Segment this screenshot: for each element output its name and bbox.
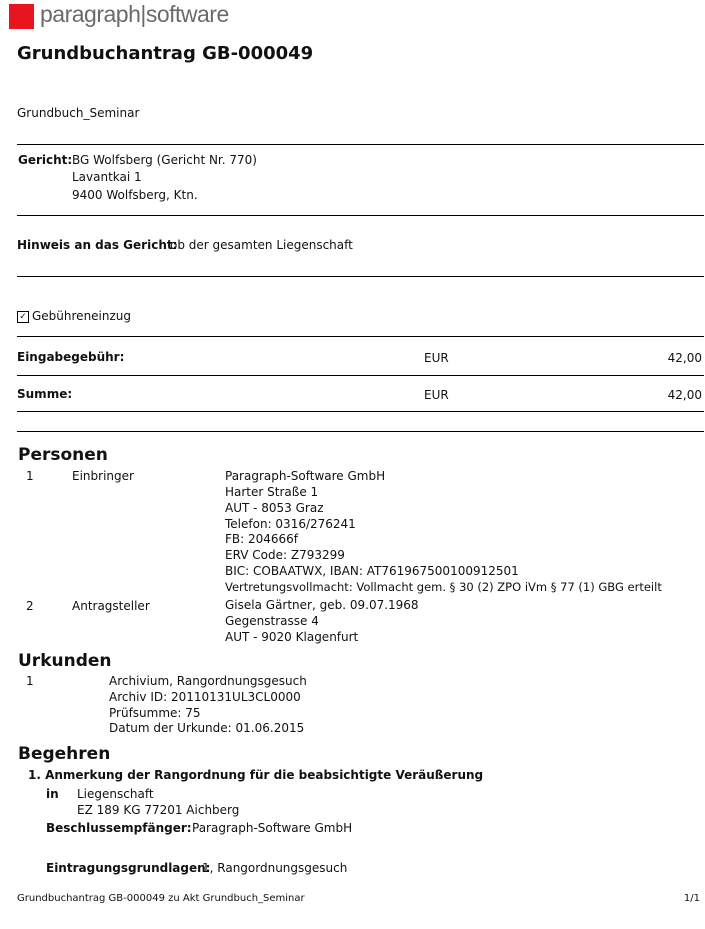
gebuehreneinzug-label: Gebühreneinzug <box>32 309 132 323</box>
gericht-label: Gericht: <box>18 153 73 167</box>
summe-currency: EUR <box>424 388 449 402</box>
urkunde-nr: 1 <box>26 674 34 688</box>
person-nr: 2 <box>26 599 34 613</box>
gericht-line: Lavantkai 1 <box>72 170 142 184</box>
person-line: FB: 204666f <box>225 532 299 546</box>
summe-label: Summe: <box>17 387 73 401</box>
person-line: AUT - 9020 Klagenfurt <box>225 630 359 644</box>
begehren-heading: Begehren <box>18 744 111 764</box>
divider <box>17 336 704 337</box>
eingabegebuehr-amount: 42,00 <box>667 351 702 365</box>
hinweis-value: ob der gesamten Liegenschaft <box>170 238 353 252</box>
person-line: Gisela Gärtner, geb. 09.07.1968 <box>225 598 419 612</box>
begehren-in-line: EZ 189 KG 77201 Aichberg <box>77 803 240 817</box>
summe-amount: 42,00 <box>667 388 702 402</box>
beschluss-value: Paragraph-Software GmbH <box>192 821 353 835</box>
person-line: Telefon: 0316/276241 <box>225 517 356 531</box>
person-line: Vertretungsvollmacht: Vollmacht gem. § 30 (2) ZPO iVm § 77 (1) GBG erteilt <box>225 580 662 594</box>
begehren-item-title: 1. Anmerkung der Rangordnung für die beabsichtigte Veräußerung <box>28 768 484 782</box>
urkunde-line: Datum der Urkunde: 01.06.2015 <box>109 721 305 735</box>
divider <box>17 431 704 432</box>
divider <box>17 276 704 277</box>
gericht-line: BG Wolfsberg (Gericht Nr. 770) <box>72 153 257 167</box>
person-line: ERV Code: Z793299 <box>225 548 345 562</box>
eintragung-value: 1, Rangordnungsgesuch <box>202 861 348 875</box>
eingabegebuehr-label: Eingabegebühr: <box>17 350 125 364</box>
urkunde-line: Archivium, Rangordnungsgesuch <box>109 674 307 688</box>
page-number: 1/1 <box>683 893 700 904</box>
akt-name: Grundbuch_Seminar <box>17 106 140 120</box>
logo-text: paragraph|software <box>40 1 229 27</box>
person-role: Einbringer <box>72 469 134 483</box>
person-line: BIC: COBAATWX, IBAN: AT761967500100912501 <box>225 564 519 578</box>
urkunde-line: Prüfsumme: 75 <box>109 706 201 720</box>
begehren-in-label: in <box>46 787 59 801</box>
person-line: Paragraph-Software GmbH <box>225 469 386 483</box>
eingabegebuehr-currency: EUR <box>424 351 449 365</box>
page-title: Grundbuchantrag GB-000049 <box>17 43 314 64</box>
hinweis-label: Hinweis an das Gericht: <box>17 238 178 252</box>
person-line: Gegenstrasse 4 <box>225 614 319 628</box>
gebuehreneinzug-checkbox[interactable]: ✓ <box>17 311 29 323</box>
person-line: AUT - 8053 Graz <box>225 501 324 515</box>
gericht-line: 9400 Wolfsberg, Ktn. <box>72 188 198 202</box>
divider <box>17 144 704 145</box>
urkunden-heading: Urkunden <box>18 651 112 671</box>
divider <box>17 215 704 216</box>
divider <box>17 411 704 412</box>
logo-square <box>9 4 34 29</box>
beschluss-label: Beschlussempfänger: <box>46 821 192 835</box>
begehren-in-line: Liegenschaft <box>77 787 154 801</box>
personen-heading: Personen <box>18 445 108 465</box>
person-nr: 1 <box>26 469 34 483</box>
person-role: Antragsteller <box>72 599 150 613</box>
divider <box>17 375 704 376</box>
footer-text: Grundbuchantrag GB-000049 zu Akt Grundbuch_Seminar <box>17 893 305 904</box>
person-line: Harter Straße 1 <box>225 485 319 499</box>
urkunde-line: Archiv ID: 20110131UL3CL0000 <box>109 690 301 704</box>
eintragung-label: Eintragungsgrundlagen: <box>46 861 211 875</box>
